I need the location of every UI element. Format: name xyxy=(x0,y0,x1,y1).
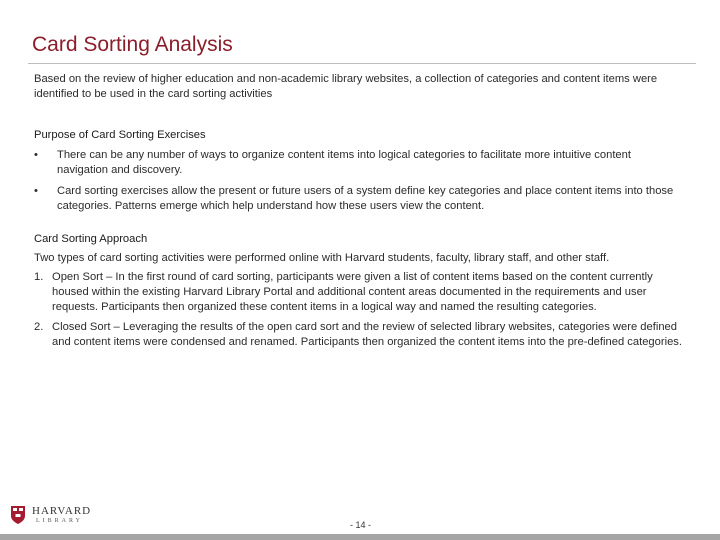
item-number: 2. xyxy=(34,321,44,333)
slide-content xyxy=(34,72,684,355)
logo-harvard-text: HARVARD xyxy=(32,505,92,517)
page-number: - 14 - xyxy=(350,520,372,530)
bullet-text: Card sorting exercises allow the present or future users of a system define key categories and place content items into those categories. Patterns emerge which help understand how these users view the content. xyxy=(57,185,674,212)
bullet-icon: • xyxy=(34,185,38,197)
purpose-list xyxy=(34,148,684,214)
item-number: 1. xyxy=(34,271,44,283)
approach-list xyxy=(34,270,684,350)
intro-text: Based on the review of higher education and non-academic library websites, a collection of categories and content items were identified to be used in the card sorting activities xyxy=(34,73,658,100)
list-item xyxy=(34,320,684,350)
list-item xyxy=(34,148,684,178)
footer-bar xyxy=(0,534,720,540)
item-text: Open Sort – In the first round of card sorting, participants were given a list of content items based on the content currently housed within the existing Harvard Library Portal and additional content areas documented in the requirements and user requests. Participants then organized these content items in a logical way and named the resulting categories. xyxy=(52,271,653,313)
bullet-icon: • xyxy=(34,149,38,161)
list-item xyxy=(34,270,684,315)
title-rule xyxy=(28,63,696,64)
item-text: Closed Sort – Leveraging the results of the open card sort and the review of selected library websites, categories were defined and content items were condensed and renamed. Participants then organized the content items into the pre-defined categories. xyxy=(52,321,682,348)
approach-heading: Card Sorting Approach xyxy=(34,233,148,245)
purpose-heading: Purpose of Card Sorting Exercises xyxy=(34,129,206,141)
harvard-library-logo xyxy=(10,505,91,525)
list-item xyxy=(34,184,684,214)
logo-library-text: LIBRARY xyxy=(36,518,84,524)
bullet-text: There can be any number of ways to organize content items into logical categories to facilitate more intuitive content navigation and discovery. xyxy=(57,149,631,176)
shield-icon xyxy=(10,505,26,525)
slide-title: Card Sorting Analysis xyxy=(32,33,233,56)
approach-paragraph: Two types of card sorting activities were performed online with Harvard students, faculty, library staff, and other staff. xyxy=(34,252,610,264)
